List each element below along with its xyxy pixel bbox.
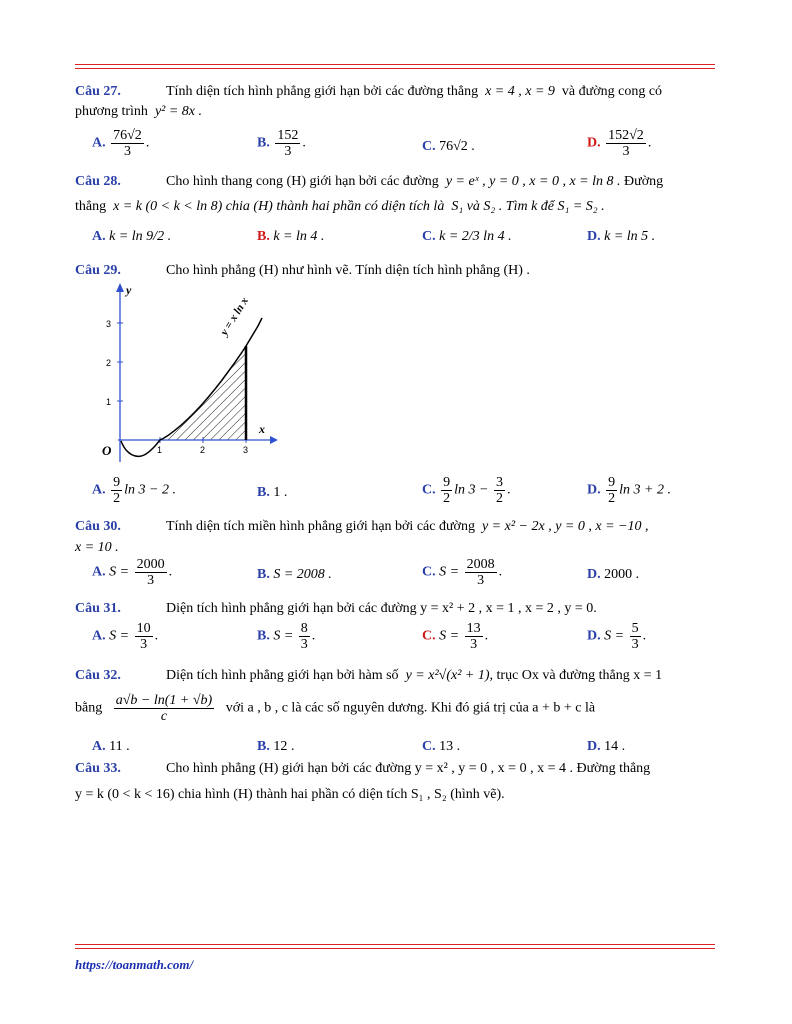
x-tick-3: 3 (243, 445, 249, 455)
question-33-stem: Cho hình phẳng (H) giới hạn bởi các đường y = x² , y = 0 , x = 0 , x = 4 . Đường thẳng (166, 761, 651, 776)
q31-option-a: A. S = $\frac{10}{3}$ . (92, 621, 159, 652)
q28-option-b: B. k = ln 4 . (257, 229, 325, 244)
question-31-stem: Diện tích hình phẳng giới hạn bởi các đường y = x² + 2 , x = 1 , x = 2 , y = 0. (166, 601, 597, 616)
q29-option-c: C. $\frac{9}{2}$ ln 3 − $\frac{3}{2}$ . (422, 475, 511, 506)
question-27-stem-line2: phương trình y² = 8x . (75, 104, 203, 119)
q28-option-a: A. k = ln 9/2 . (92, 229, 172, 244)
y-tick-2: 2 (106, 358, 112, 368)
y-tick-3: 3 (106, 319, 112, 329)
question-29-label: Câu 29. (75, 263, 121, 278)
question-30-stem: Tính diện tích miền hình phẳng giới hạn bởi các đường y = x² − 2x , y = 0 , x = −10 , (166, 519, 649, 534)
question-28-stem-line2: thẳng x = k (0 < k < ln 8) chia (H) thành hai phần có diện tích là S₁ và S₂ . Tìm k để S₁ = S₂ . (75, 199, 605, 214)
q30-option-d: D. 2000 . (587, 567, 640, 582)
footer-link[interactable]: https://toanmath.com/ (75, 957, 194, 972)
q30-option-a: A. S = $\frac{2000}{3}$ . (92, 557, 173, 588)
question-31-label: Câu 31. (75, 601, 121, 616)
q28-option-c: C. k = 2/3 ln 4 . (422, 229, 512, 244)
question-33-label: Câu 33. (75, 761, 121, 776)
q32-option-d: D. 14 . (587, 739, 626, 754)
q31-option-b: B. S = $\frac{8}{3}$ . (257, 621, 316, 652)
header-rule-top (75, 64, 715, 65)
question-29-stem: Cho hình phẳng (H) như hình vẽ. Tính diện tích hình phẳng (H) . (166, 263, 530, 278)
q30-option-b: B. S = 2008 . (257, 567, 332, 582)
question-32-stem: Diện tích hình phẳng giới hạn bởi hàm số y = x²√(x² + 1), trục Ox và đường thẳng x = 1 (166, 668, 663, 683)
question-28-stem: Cho hình thang cong (H) giới hạn bởi các đường y = eˣ , y = 0 , x = 0 , x = ln 8 . Đường (166, 174, 664, 189)
q29-option-d: D. $\frac{9}{2}$ ln 3 + 2 . (587, 475, 671, 506)
question-30-stem-line2: x = 10 . (75, 540, 119, 555)
origin-label: O (102, 443, 112, 458)
q27-option-d: D. $\frac{152√2}{3}$ . (587, 128, 652, 159)
y-axis-label: y (126, 283, 132, 297)
q28-option-d: D. k = ln 5 . (587, 229, 656, 244)
x-tick-2: 2 (200, 445, 206, 455)
q32-option-b: B. 12 . (257, 739, 295, 754)
x-tick-1: 1 (157, 445, 163, 455)
question-27-stem: Tính diện tích hình phẳng giới hạn bởi các đường thẳng x = 4 , x = 9 và đường cong có (166, 84, 663, 99)
q31-option-d: D. S = $\frac{5}{3}$ . (587, 621, 647, 652)
x-axis-label: x (259, 422, 265, 436)
q27-option-b: B. $\frac{152}{3}$ . (257, 128, 306, 159)
q31-option-c: C. S = $\frac{13}{3}$ . (422, 621, 489, 652)
question-33-stem-line2: y = k (0 < k < 16) chia hình (H) thành hai phần có diện tích S₁ , S₂ (hình vẽ). (75, 787, 505, 802)
header-rule-bottom (75, 68, 715, 69)
question-27-label: Câu 27. (75, 84, 121, 99)
q29-graph (90, 280, 280, 465)
question-28-label: Câu 28. (75, 174, 121, 189)
footer-rule-top (75, 944, 715, 945)
question-32-label: Câu 32. (75, 668, 121, 683)
footer-rule-bottom (75, 948, 715, 949)
question-30-label: Câu 30. (75, 519, 121, 534)
shaded-region (160, 346, 246, 440)
q29-option-a: A. $\frac{9}{2}$ ln 3 − 2 . (92, 475, 176, 506)
q27-option-a: A. $\frac{76√2}{3}$ . (92, 128, 150, 159)
y-tick-1: 1 (106, 397, 112, 407)
q27-option-c: C. 76√2 . (422, 139, 475, 154)
curve-label: y = x ln x (218, 295, 251, 338)
q32-option-a: A. 11 . (92, 739, 130, 754)
question-32-stem-line2: bằng $\frac{a√b - \ln(1 + √b)}{c}$ với a , b , c là các số nguyên dương. Khi đó giá trị của a + b + c là (75, 693, 596, 724)
q29-option-b: B. 1 . (257, 485, 288, 500)
q30-option-c: C. S = $\frac{2008}{3}$ . (422, 557, 503, 588)
q32-option-c: C. 13 . (422, 739, 461, 754)
